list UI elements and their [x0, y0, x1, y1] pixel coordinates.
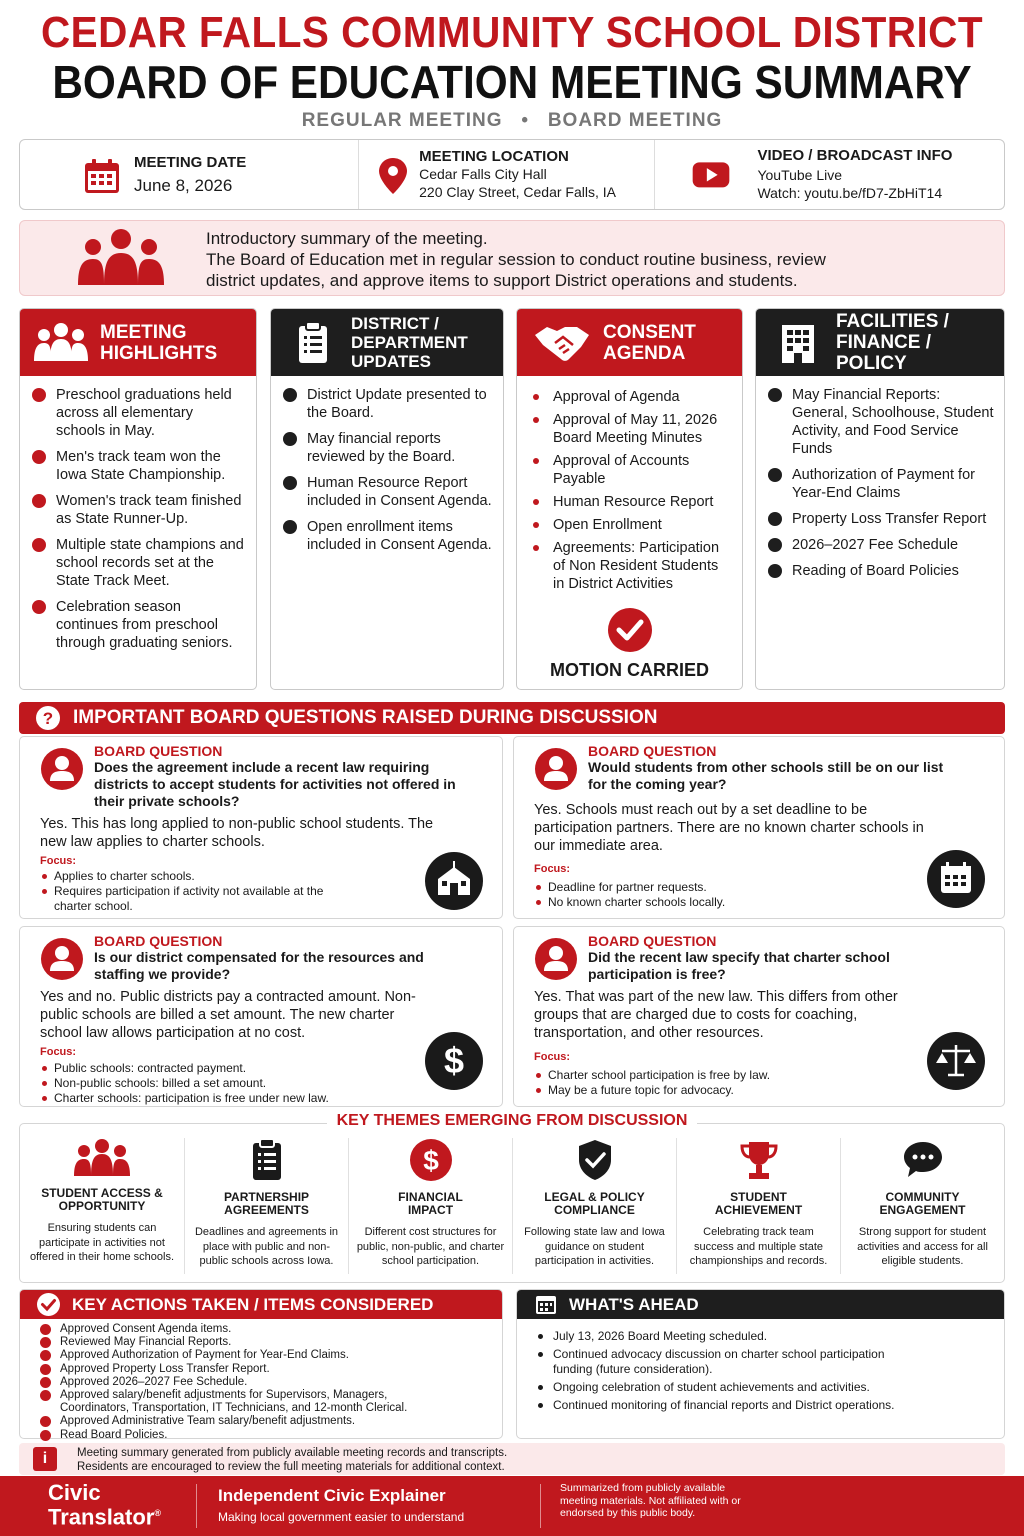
- check-icon: [283, 476, 297, 490]
- bullet-dot: [533, 458, 539, 464]
- group-people-icon: [76, 227, 166, 287]
- list-item: Ongoing celebration of student achievements and activities.: [533, 1380, 984, 1395]
- registered-mark: ®: [154, 1508, 162, 1518]
- board-question-2: [513, 736, 1005, 919]
- people-icon: [34, 321, 88, 363]
- meeting-type-board: BOARD MEETING: [547, 110, 723, 131]
- video-link[interactable]: Watch: youtu.be/fD7-ZbHiT14: [757, 185, 943, 201]
- list-item: [768, 562, 994, 580]
- video-label: VIDEO / BROADCAST INFO: [757, 147, 953, 164]
- list-item: Continued monitoring of financial reports and District operations.: [533, 1398, 984, 1413]
- question-text: Does the agreement include a recent law requiring districts to accept students for activities not offered in their private schools?: [94, 759, 456, 809]
- theme-item: [840, 1138, 1004, 1274]
- facilities-list: [756, 376, 1004, 580]
- facilities-title1: FACILITIES /: [836, 311, 949, 332]
- whats-ahead-panel: [516, 1289, 1005, 1439]
- dollar-icon: [424, 1031, 484, 1091]
- focus-list: [534, 880, 834, 910]
- district-updates-card: [270, 308, 504, 690]
- check-icon: [32, 538, 46, 552]
- svg-text:?: ?: [42, 709, 54, 728]
- list-item-text: Approval of May 11, 2026 Board Meeting Minutes: [553, 412, 718, 446]
- district-title3: UPDATES: [351, 352, 431, 371]
- footer-divider: [540, 1484, 541, 1528]
- intro-line3: district updates, and approve items to support District operations and students.: [206, 271, 798, 290]
- youtube-icon: [691, 154, 731, 194]
- meeting-type-regular: REGULAR MEETING: [301, 110, 503, 131]
- theme-desc: Ensuring students can participate in activities not offered in their home schools.: [29, 1222, 175, 1263]
- list-item: [283, 430, 493, 466]
- theme-name-2: AGREEMENTS: [224, 1203, 309, 1217]
- people-icon: [72, 1138, 132, 1178]
- consent-title1: CONSENT: [603, 321, 696, 343]
- district-updates-list: [271, 376, 503, 554]
- meeting-location-line1: Cedar Falls City Hall: [419, 166, 547, 182]
- bullet-dot: [533, 499, 539, 505]
- question-answer: Yes. This has long applied to non-public school students. The new law applies to charter schools.: [40, 816, 434, 850]
- whats-ahead-list: [517, 1319, 1004, 1413]
- key-actions-title: KEY ACTIONS TAKEN / ITEMS CONSIDERED: [72, 1294, 434, 1314]
- list-item: [38, 1336, 502, 1349]
- motion-carried-label: MOTION CARRIED: [550, 660, 709, 680]
- highlights-header: [20, 309, 256, 376]
- facilities-title2: FINANCE / POLICY: [836, 332, 931, 374]
- list-item-text: Agreements: Participation of Non Resident Students in District Activities: [553, 540, 720, 592]
- school-building-icon: [424, 851, 484, 911]
- list-item: Charter schools: participation is free under new law.: [40, 1091, 400, 1106]
- list-item: [38, 1363, 502, 1376]
- theme-desc: Deadlines and agreements in place with public and non-public schools across Iowa.: [194, 1226, 339, 1267]
- highlights-card: [19, 308, 257, 690]
- list-item: [38, 1349, 502, 1362]
- logo-line2: [48, 1503, 162, 1530]
- list-item: Public schools: contracted payment.: [40, 1061, 400, 1076]
- list-item: [768, 510, 994, 528]
- disclaimer-line1: Meeting summary generated from publicly available meeting records and transcripts.: [77, 1447, 508, 1459]
- check-icon: [40, 1337, 51, 1348]
- footer: [0, 1476, 1024, 1536]
- theme-desc: Strong support for student activities and access for all eligible students.: [857, 1226, 988, 1267]
- focus-label: Focus:: [40, 855, 77, 867]
- theme-name-1: PARTNERSHIP: [223, 1190, 310, 1204]
- list-item-text: Approval of Accounts Payable: [553, 453, 690, 487]
- questions-band-title: IMPORTANT BOARD QUESTIONS RAISED DURING DISCUSSION: [73, 707, 658, 728]
- list-item: [529, 452, 732, 488]
- check-icon: [768, 538, 782, 552]
- list-item: May be a future topic for advocacy.: [534, 1083, 854, 1098]
- focus-list: [40, 1061, 400, 1106]
- question-label: BOARD QUESTION: [588, 743, 717, 759]
- list-item: Continued advocacy discussion on charter school participation funding (future consideration).: [533, 1347, 984, 1377]
- question-label: BOARD QUESTION: [94, 743, 223, 759]
- theme-name-2: ENGAGEMENT: [879, 1203, 966, 1217]
- check-icon: [32, 494, 46, 508]
- question-text: Is our district compensated for the resources and staffing we provide?: [94, 949, 424, 982]
- bullet-dot: [533, 417, 539, 423]
- logo-line2-text: Translator: [48, 1504, 155, 1530]
- intro-summary: [19, 220, 1005, 296]
- clipboard-icon: [247, 1138, 287, 1182]
- civic-translator-logo: [48, 1480, 162, 1530]
- key-themes-title: KEY THEMES EMERGING FROM DISCUSSION: [327, 1112, 698, 1129]
- question-header: [588, 933, 964, 983]
- theme-name-1: FINANCIAL: [398, 1190, 463, 1204]
- district-name: CEDAR FALLS COMMUNITY SCHOOL DISTRICT: [40, 8, 984, 57]
- check-icon: [40, 1430, 51, 1441]
- question-text: Would students from other schools still be on our list for the coming year?: [588, 759, 944, 792]
- check-icon: [40, 1416, 51, 1427]
- list-item-text: Reviewed May Financial Reports.: [60, 1336, 232, 1349]
- list-item: [32, 386, 246, 440]
- list-item: [32, 598, 246, 652]
- meeting-type-separator: •: [521, 110, 529, 131]
- info-icon: i: [33, 1447, 57, 1471]
- calendar-icon: [926, 849, 986, 909]
- logo-line1: Civic: [48, 1480, 101, 1505]
- meeting-location-cell: [358, 140, 654, 209]
- facilities-card: [755, 308, 1005, 690]
- disclaimer-line2: Residents are encouraged to review the full meeting materials for additional context.: [77, 1460, 505, 1473]
- list-item-text: Approved Property Loss Transfer Report.: [60, 1362, 270, 1375]
- list-item: [32, 448, 246, 484]
- list-item: [529, 411, 732, 447]
- intro-line2: The Board of Education met in regular session to conduct routine business, review: [206, 250, 826, 269]
- intro-text: [206, 228, 826, 291]
- key-actions-header: [20, 1290, 502, 1319]
- list-item-text: Approved salary/benefit adjustments for Supervisors, Managers, Coordinators, Transportation, IT Technicians, and 12-month Clerical.: [60, 1389, 408, 1415]
- list-item-text: Human Resource Report included in Consent Agenda.: [307, 475, 492, 509]
- highlights-list: [20, 376, 256, 652]
- list-item-text: Approval of Agenda: [553, 389, 680, 405]
- footer-explainer: Independent Civic Explainer: [218, 1486, 446, 1505]
- theme-name-1: STUDENT ACCESS &: [41, 1186, 163, 1200]
- list-item-text: Approved Consent Agenda items.: [60, 1323, 232, 1335]
- district-title2: DEPARTMENT: [351, 333, 468, 352]
- handshake-icon: [533, 321, 591, 365]
- highlights-title2: HIGHLIGHTS: [100, 342, 218, 364]
- check-icon: [40, 1364, 51, 1375]
- footer-divider: [196, 1484, 197, 1528]
- list-item: [32, 536, 246, 590]
- motion-check-icon: [607, 607, 653, 653]
- footer-disclaimer: Summarized from publicly available meeting materials. Not affiliated with or endorsed by this public body.: [560, 1482, 741, 1519]
- check-icon: [768, 564, 782, 578]
- theme-name-2: ACHIEVEMENT: [714, 1203, 803, 1217]
- district-title1: DISTRICT /: [351, 314, 439, 333]
- check-circle-icon: [36, 1292, 61, 1317]
- board-question-3: [19, 926, 503, 1107]
- video-platform: YouTube Live: [757, 167, 843, 183]
- question-answer: Yes and no. Public districts pay a contracted amount. Non-public schools are billed a set amount. The new charter school law allows participation at no cost.: [40, 989, 416, 1041]
- focus-label: Focus:: [40, 1046, 77, 1058]
- list-item-text: Human Resource Report: [553, 494, 714, 510]
- consent-agenda-card: [516, 308, 743, 690]
- list-item-text: Approved Authorization of Payment for Year-End Claims.: [60, 1349, 349, 1362]
- list-item-text: Property Loss Transfer Report: [792, 511, 987, 527]
- theme-item: [676, 1138, 840, 1274]
- calendar-icon: [535, 1293, 557, 1315]
- list-item: [768, 386, 994, 458]
- question-text: Did the recent law specify that charter school participation is free?: [588, 949, 890, 982]
- list-item-text: Approved Administrative Team salary/benefit adjustments.: [60, 1415, 356, 1428]
- svg-text:$: $: [422, 1145, 439, 1176]
- question-icon: [35, 705, 61, 731]
- meeting-date-label: MEETING DATE: [134, 154, 247, 171]
- check-icon: [768, 512, 782, 526]
- check-icon: [40, 1324, 51, 1335]
- intro-line1: Introductory summary of the meeting.: [206, 229, 488, 248]
- list-item-text: District Update presented to the Board.: [307, 387, 487, 421]
- questions-band: [19, 702, 1005, 734]
- list-item: [768, 536, 994, 554]
- list-item-text: Men's track team won the Iowa State Championship.: [56, 449, 226, 483]
- page-title: BOARD OF EDUCATION MEETING SUMMARY: [52, 56, 972, 108]
- map-pin-icon: [373, 156, 413, 196]
- meeting-date-value: June 8, 2026: [134, 176, 233, 195]
- list-item-text: Women's track team finished as State Runner-Up.: [56, 493, 242, 527]
- focus-list: [534, 1068, 854, 1098]
- theme-item: [20, 1138, 184, 1274]
- consent-title2: AGENDA: [603, 342, 686, 364]
- theme-item: [512, 1138, 676, 1274]
- list-item: [38, 1376, 502, 1389]
- building-icon: [778, 321, 818, 365]
- theme-name-2: COMPLIANCE: [554, 1203, 635, 1217]
- svg-text:$: $: [443, 1040, 465, 1081]
- list-item: Deadline for partner requests.: [534, 880, 834, 895]
- theme-name-1: LEGAL & POLICY: [544, 1190, 645, 1204]
- list-item-text: Reading of Board Policies: [792, 563, 959, 579]
- list-item: [529, 493, 732, 511]
- whats-ahead-header: [517, 1290, 1004, 1319]
- question-label: BOARD QUESTION: [94, 933, 223, 949]
- question-answer: Yes. That was part of the new law. This differs from other groups that are charged due to costs for coaching, transportation, and other resources.: [534, 989, 898, 1041]
- meeting-type: [0, 110, 1024, 132]
- dollar-icon: [409, 1138, 453, 1182]
- theme-desc: Following state law and Iowa guidance on student participation in activities.: [524, 1226, 665, 1267]
- list-item-text: Open enrollment items included in Consent Agenda.: [307, 519, 492, 553]
- list-item-text: Approved 2026–2027 Fee Schedule.: [60, 1375, 248, 1388]
- list-item-text: Open Enrollment: [553, 517, 662, 533]
- list-item-text: May financial reports reviewed by the Board.: [307, 431, 456, 465]
- scales-of-justice-icon: [926, 1031, 986, 1091]
- theme-name-2: OPPORTUNITY: [58, 1199, 146, 1213]
- check-icon: [768, 388, 782, 402]
- theme-desc: Different cost structures for public, non-public, and charter school participation.: [356, 1226, 505, 1267]
- footer-tagline: Making local government easier to understand: [218, 1510, 465, 1524]
- list-item-text: Read Board Policies.: [60, 1428, 168, 1441]
- person-avatar-icon: [40, 937, 84, 981]
- list-item: [283, 518, 493, 554]
- list-item: [38, 1323, 502, 1336]
- focus-list: [40, 869, 340, 914]
- list-item: Applies to charter schools.: [40, 869, 340, 884]
- key-themes-panel: [19, 1112, 1005, 1283]
- check-icon: [32, 600, 46, 614]
- check-icon: [32, 388, 46, 402]
- key-actions-panel: [19, 1289, 503, 1439]
- list-item: [283, 386, 493, 422]
- bullet-dot: [533, 394, 539, 400]
- person-avatar-icon: [534, 937, 578, 981]
- check-icon: [283, 388, 297, 402]
- list-item: Non-public schools: billed a set amount.: [40, 1076, 400, 1091]
- key-actions-list: [20, 1319, 502, 1442]
- meeting-location-line2: 220 Clay Street, Cedar Falls, IA: [419, 184, 616, 200]
- list-item: [32, 492, 246, 528]
- consent-agenda-header: [517, 309, 742, 376]
- calendar-icon: [82, 156, 122, 196]
- list-item-text: Authorization of Payment for Year-End Claims: [792, 467, 975, 501]
- trophy-icon: [737, 1138, 781, 1182]
- shield-check-icon: [575, 1138, 615, 1182]
- theme-item: [184, 1138, 348, 1274]
- disclaimer-text: [77, 1447, 507, 1474]
- bullet-dot: [533, 522, 539, 528]
- theme-name-1: COMMUNITY: [885, 1190, 960, 1204]
- list-item: No known charter schools locally.: [534, 895, 834, 910]
- list-item: [529, 388, 732, 406]
- list-item-text: Multiple state champions and school records set at the State Track Meet.: [56, 537, 244, 589]
- list-item: Charter school participation is free by law.: [534, 1068, 854, 1083]
- board-question-1: [19, 736, 503, 919]
- focus-label: Focus:: [534, 1051, 571, 1063]
- district-updates-header: [271, 309, 503, 376]
- person-avatar-icon: [40, 747, 84, 791]
- theme-item: [348, 1138, 512, 1274]
- list-item: [38, 1429, 502, 1442]
- consent-agenda-list: [517, 376, 742, 593]
- meeting-date-cell: [20, 140, 358, 209]
- list-item: July 13, 2026 Board Meeting scheduled.: [533, 1329, 984, 1344]
- list-item: [283, 474, 493, 510]
- question-label: BOARD QUESTION: [588, 933, 717, 949]
- question-answer: Yes. Schools must reach out by a set deadline to be participation partners. There are no known charter schools in our immediate area.: [534, 802, 924, 854]
- list-item-text: Preschool graduations held across all elementary schools in May.: [56, 387, 232, 439]
- check-icon: [40, 1377, 51, 1388]
- question-header: [94, 933, 462, 983]
- list-item: [529, 539, 732, 593]
- theme-name-2: IMPACT: [407, 1203, 454, 1217]
- bullet-dot: [533, 545, 539, 551]
- list-item-text: Celebration season continues from preschool through graduating seniors.: [56, 599, 233, 651]
- person-avatar-icon: [534, 747, 578, 791]
- list-item-text: 2026–2027 Fee Schedule: [792, 537, 959, 553]
- check-icon: [32, 450, 46, 464]
- check-icon: [40, 1350, 51, 1361]
- check-icon: [768, 468, 782, 482]
- disclaimer-note: [19, 1443, 1005, 1475]
- check-icon: [283, 520, 297, 534]
- list-item: Requires participation if activity not available at the charter school.: [40, 884, 340, 914]
- meeting-location-label: MEETING LOCATION: [419, 148, 569, 165]
- list-item: [38, 1415, 502, 1428]
- list-item: [529, 516, 732, 534]
- check-icon: [283, 432, 297, 446]
- list-item: [768, 466, 994, 502]
- clipboard-icon: [293, 321, 333, 365]
- theme-desc: Celebrating track team success and multiple state championships and records.: [689, 1226, 828, 1267]
- theme-name-1: STUDENT: [730, 1190, 787, 1204]
- check-icon: [40, 1390, 51, 1401]
- list-item-text: May Financial Reports: General, Schoolhouse, Student Activity, and Food Service Funds: [792, 387, 994, 457]
- list-item: [38, 1389, 502, 1415]
- chat-bubble-icon: [901, 1138, 945, 1182]
- key-themes-title-wrap: [20, 1112, 1004, 1130]
- question-header: [94, 743, 462, 810]
- question-header: [588, 743, 964, 793]
- whats-ahead-title: WHAT'S AHEAD: [569, 1294, 699, 1314]
- board-question-4: [513, 926, 1005, 1107]
- focus-label: Focus:: [534, 863, 571, 875]
- facilities-header: [756, 309, 1004, 376]
- video-info-cell: [654, 140, 1004, 209]
- meeting-info-bar: [19, 139, 1005, 210]
- highlights-title1: MEETING: [100, 321, 187, 343]
